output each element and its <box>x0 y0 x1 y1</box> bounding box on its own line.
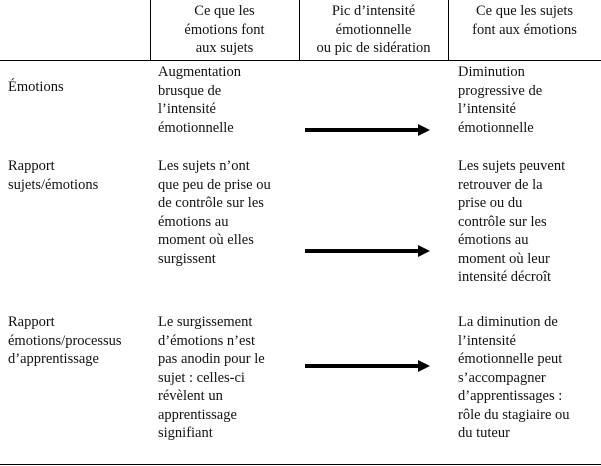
row3-right-cell: La diminution de l’intensité émotionnelle peut s’accompagner d’apprentissages : rôle du stagiaire ou du tuteur <box>458 314 570 441</box>
row1-arrow <box>305 123 430 137</box>
row2-right-cell: Les sujets peuvent retrouver de la prise ou du contrôle sur les émotions au moment où leur intensité décroît <box>458 158 566 285</box>
column-header-peak-intensity: Pic d’intensité émotionnelle ou pic de sidération <box>316 3 431 56</box>
column-header-subjects-to-emotions: Ce que les sujets font aux émotions <box>472 3 577 38</box>
bottom-rule <box>0 464 601 465</box>
row3-arrow <box>305 359 430 373</box>
row3-left-cell: Le surgissement d’émotions n’est pas anodin pour le sujet : celles-ci révèlent un apprentissage signifiant <box>158 314 265 441</box>
row1-right-cell: Diminution progressive de l’intensité émotionnelle <box>458 64 543 136</box>
header-rule <box>0 60 601 61</box>
row-label-emotions: Émotions <box>8 79 64 95</box>
row-label-subjects-emotions: Rapport sujets/émotions <box>8 158 99 193</box>
row2-left-cell: Les sujets n’ont que peu de prise ou de contrôle sur les émotions au moment où elles surgissent <box>158 158 271 267</box>
column-header-emotions-to-subjects: Ce que les émotions font aux sujets <box>184 3 265 56</box>
row-label-emotions-learning: Rapport émotions/processus d’apprentissage <box>8 314 122 367</box>
row2-arrow <box>305 244 430 258</box>
row1-left-cell: Augmentation brusque de l’intensité émotionnelle <box>158 64 241 136</box>
